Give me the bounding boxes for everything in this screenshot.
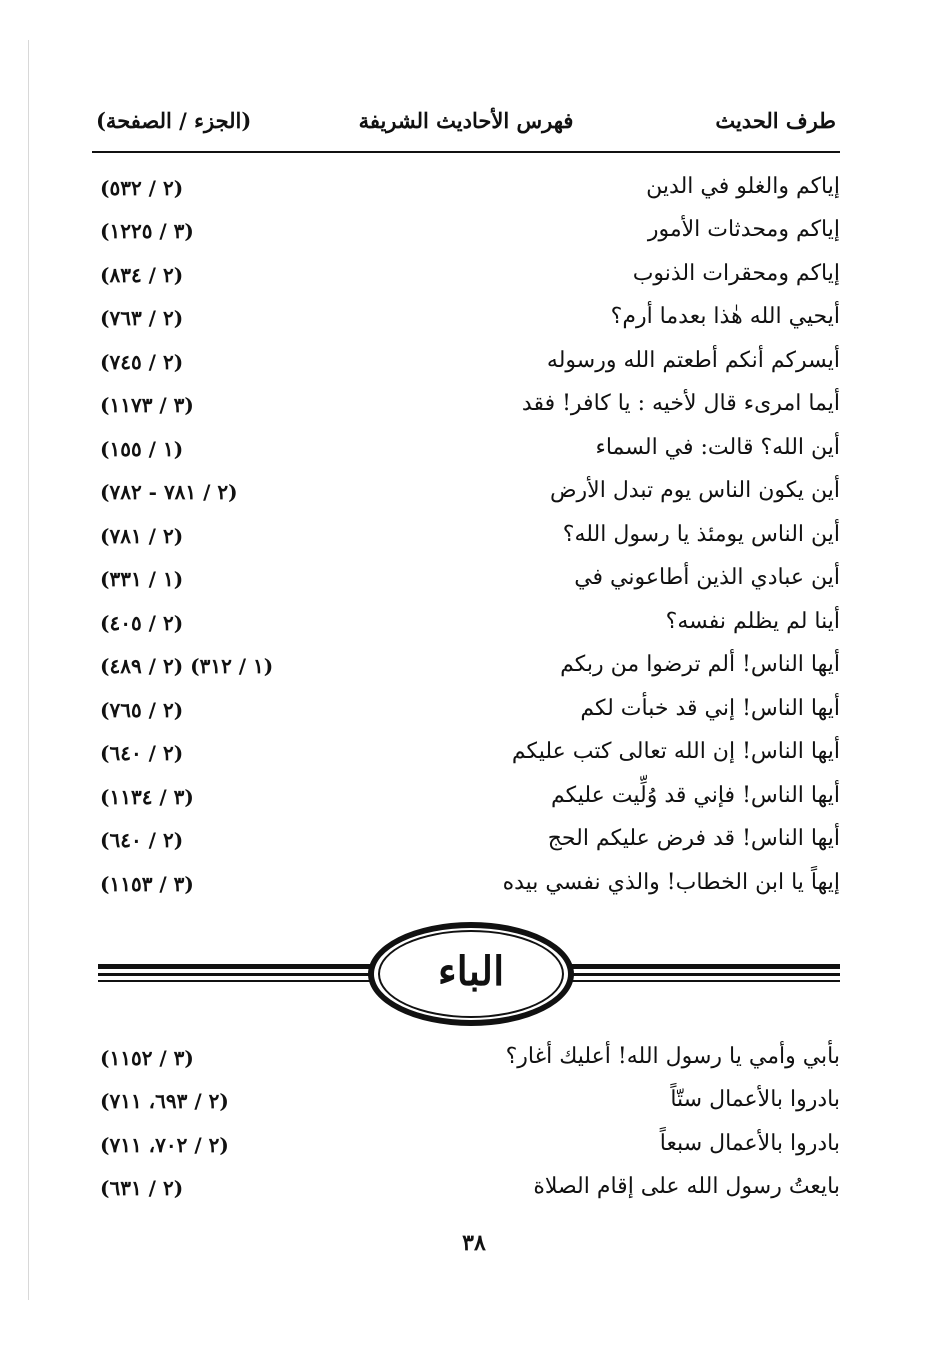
volume-page-reference: (١ / ٣١٢) (٢ / ٤٨٩): [100, 654, 274, 678]
volume-page-reference: (٣ / ١١٣٤): [100, 785, 194, 809]
volume-page-reference: (٢ / ٧٦٥): [100, 698, 184, 722]
hadith-opening: بادروا بالأعمال ستّاً: [670, 1087, 840, 1112]
index-entry: [96, 866, 844, 908]
index-entry: [96, 474, 844, 516]
volume-page-reference: (١ / ١٥٥): [100, 437, 184, 461]
hadith-opening: أيسركم أنكم أطعتم الله ورسوله: [546, 348, 840, 373]
page-number: ٣٨: [462, 1230, 486, 1256]
index-entry: [96, 344, 844, 386]
hadith-opening: أيها الناس! ألم ترضوا من ربكم: [560, 652, 840, 677]
volume-page-reference: (٢ / ٧٦٣): [100, 306, 184, 330]
index-entry: [96, 605, 844, 647]
index-entry: [96, 561, 844, 603]
index-entry: [96, 779, 844, 821]
hadith-opening: بادروا بالأعمال سبعاً: [659, 1131, 840, 1156]
hadith-opening: بايعتُ رسول الله على إقام الصلاة: [533, 1174, 840, 1199]
volume-page-reference: (٢ / ٦٤٠): [100, 741, 184, 765]
index-entry: [96, 257, 844, 299]
header-hadith-column-title: طرف الحديث: [715, 108, 836, 133]
index-entry: [96, 648, 844, 690]
hadith-opening: أين يكون الناس يوم تبدل الأرض: [549, 478, 840, 503]
index-entry: [96, 518, 844, 560]
volume-page-reference: (٣ / ١١٥٣): [100, 872, 194, 896]
hadith-opening: إياكم ومحدثات الأمور: [647, 217, 840, 242]
volume-page-reference: (١ / ٣٣١): [100, 567, 184, 591]
volume-page-reference: (٢ / ٧٠٢، ٧١١): [100, 1133, 229, 1157]
running-header: [92, 104, 840, 144]
hadith-opening: إياكم ومحقرات الذنوب: [632, 261, 840, 286]
volume-page-reference: (٢ / ٦٤٠): [100, 828, 184, 852]
hadith-opening: أين الناس يومئذ يا رسول الله؟: [562, 522, 840, 547]
volume-page-reference: (٢ / ٦٣١): [100, 1176, 184, 1200]
section-divider: [98, 920, 840, 1030]
scan-edge-line: [28, 40, 29, 1300]
hadith-opening: أيها الناس! فإني قد وُلِّيت عليكم: [550, 783, 840, 808]
index-entry: [96, 692, 844, 734]
index-entry: [96, 431, 844, 473]
hadith-opening: أين الله؟ قالت: في السماء: [595, 435, 840, 460]
hadith-opening: أيها الناس! قد فرض عليكم الحج: [547, 826, 840, 851]
hadith-opening: أين عبادي الذين أطاعوني في: [574, 565, 840, 590]
hadith-opening: أينا لم يظلم نفسه؟: [665, 609, 840, 634]
volume-page-reference: (٣ / ١١٧٣): [100, 393, 194, 417]
index-entry: [96, 213, 844, 255]
volume-page-reference: (٣ / ١٢٢٥): [100, 219, 194, 243]
header-index-title: فهرس الأحاديث الشريفة: [358, 108, 574, 133]
hadith-opening: إياكم والغلو في الدين: [646, 174, 840, 199]
volume-page-reference: (٢ / ٥٣٢): [100, 176, 184, 200]
volume-page-reference: (٢ / ٧٨١): [100, 524, 184, 548]
volume-page-reference: (٢ / ٦٩٣، ٧١١): [100, 1089, 229, 1113]
section-title: الباء: [437, 948, 505, 995]
hadith-opening: أيحيي الله هٰذا بعدما أرم؟: [610, 304, 840, 329]
hadith-opening: أيما امرىء قال لأخيه : يا كافر! فقد: [521, 391, 840, 416]
header-rule: [92, 151, 840, 153]
header-reference-column-title: (الجزء / الصفحة): [96, 108, 252, 133]
volume-page-reference: (٢ / ٤٠٥): [100, 611, 184, 635]
volume-page-reference: (٢ / ٧٨١ - ٧٨٢): [100, 480, 238, 504]
hadith-opening: أيها الناس! إني قد خبأت لكم: [580, 696, 840, 721]
index-entry: [96, 300, 844, 342]
index-entry: [96, 1127, 844, 1169]
hadith-opening: أيها الناس! إن الله تعالى كتب عليكم: [511, 739, 840, 764]
index-entry: [96, 387, 844, 429]
hadith-opening: إيهاً يا ابن الخطاب! والذي نفسي بيده: [502, 870, 840, 895]
hadith-opening: بأبي وأمي يا رسول الله! أعليك أغار؟: [505, 1044, 840, 1069]
index-entry: [96, 1170, 844, 1212]
index-entry: [96, 822, 844, 864]
index-entry: [96, 1040, 844, 1082]
index-entry: [96, 1083, 844, 1125]
volume-page-reference: (٢ / ٨٣٤): [100, 263, 184, 287]
index-entry: [96, 735, 844, 777]
volume-page-reference: (٢ / ٧٤٥): [100, 350, 184, 374]
volume-page-reference: (٣ / ١١٥٢): [100, 1046, 194, 1070]
index-entry: [96, 170, 844, 212]
